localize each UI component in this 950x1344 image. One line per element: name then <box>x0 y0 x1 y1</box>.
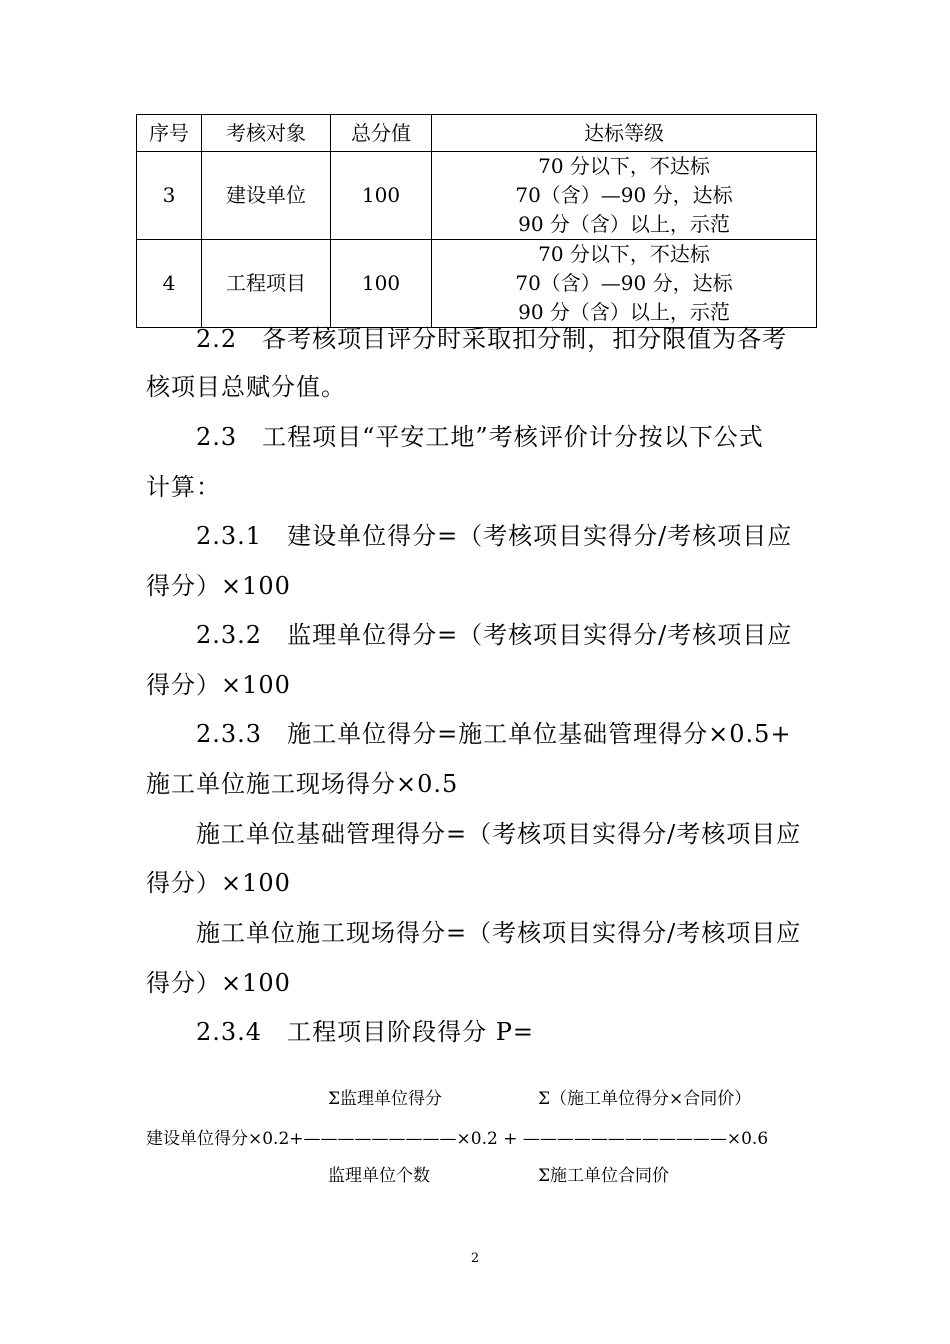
para-base-score-line1: 施工单位基础管理得分=（考核项目实得分/考核项目应 <box>196 820 802 848</box>
cell-no: 3 <box>137 152 202 240</box>
header-no: 序号 <box>137 115 202 152</box>
level-line: 70 分以下，不达标 <box>538 242 710 266</box>
para-2-3-2-line2: 得分）×100 <box>146 671 291 699</box>
page-number: 2 <box>470 1251 480 1266</box>
formula-denominator-supervision: 监理单位个数 <box>328 1166 430 1186</box>
cell-total: 100 <box>331 152 432 240</box>
score-level-table <box>136 114 817 328</box>
table-header-row <box>137 115 817 152</box>
para-2-2-line1: 2.2 各考核项目评分时采取扣分制，扣分限值为各考 <box>196 325 788 353</box>
para-2-3-1-line1: 2.3.1 建设单位得分=（考核项目实得分/考核项目应 <box>196 522 793 550</box>
formula-denominator-construction: Σ施工单位合同价 <box>538 1166 670 1186</box>
para-base-score-line2: 得分）×100 <box>146 869 291 897</box>
level-line: 70（含）—90 分，达标 <box>515 271 733 295</box>
cell-levels <box>432 152 817 240</box>
header-target: 考核对象 <box>202 115 331 152</box>
para-2-3-1-line2: 得分）×100 <box>146 572 291 600</box>
cell-levels <box>432 240 817 328</box>
cell-no: 4 <box>137 240 202 328</box>
para-2-3-line1: 2.3 工程项目“平安工地”考核评价计分按以下公式 <box>196 423 764 451</box>
para-2-2-line2: 核项目总赋分值。 <box>146 373 346 401</box>
formula-numerator-supervision: Σ监理单位得分 <box>328 1089 443 1109</box>
formula-numerator-construction: Σ（施工单位得分×合同价） <box>538 1089 752 1109</box>
table-row <box>137 152 817 240</box>
para-2-3-line2: 计算： <box>146 473 221 501</box>
formula-main-line: 建设单位得分×0.2+—————————×0.2 + ————————————×0.6 <box>146 1129 769 1149</box>
para-2-3-2-line1: 2.3.2 监理单位得分=（考核项目实得分/考核项目应 <box>196 621 793 649</box>
header-total: 总分值 <box>331 115 432 152</box>
para-2-3-3-line2: 施工单位施工现场得分×0.5 <box>146 770 459 798</box>
para-2-3-4: 2.3.4 工程项目阶段得分 P= <box>196 1018 534 1046</box>
para-site-score-line1: 施工单位施工现场得分=（考核项目实得分/考核项目应 <box>196 919 802 947</box>
para-site-score-line2: 得分）×100 <box>146 969 291 997</box>
level-line: 90 分（含）以上，示范 <box>518 300 730 324</box>
cell-target: 建设单位 <box>202 152 331 240</box>
cell-target: 工程项目 <box>202 240 331 328</box>
header-level: 达标等级 <box>432 115 817 152</box>
level-line: 90 分（含）以上，示范 <box>518 212 730 236</box>
para-2-3-3-line1: 2.3.3 施工单位得分=施工单位基础管理得分×0.5+ <box>196 720 792 748</box>
level-line: 70（含）—90 分，达标 <box>515 183 733 207</box>
table-row <box>137 240 817 328</box>
cell-total: 100 <box>331 240 432 328</box>
level-line: 70 分以下，不达标 <box>538 154 710 178</box>
